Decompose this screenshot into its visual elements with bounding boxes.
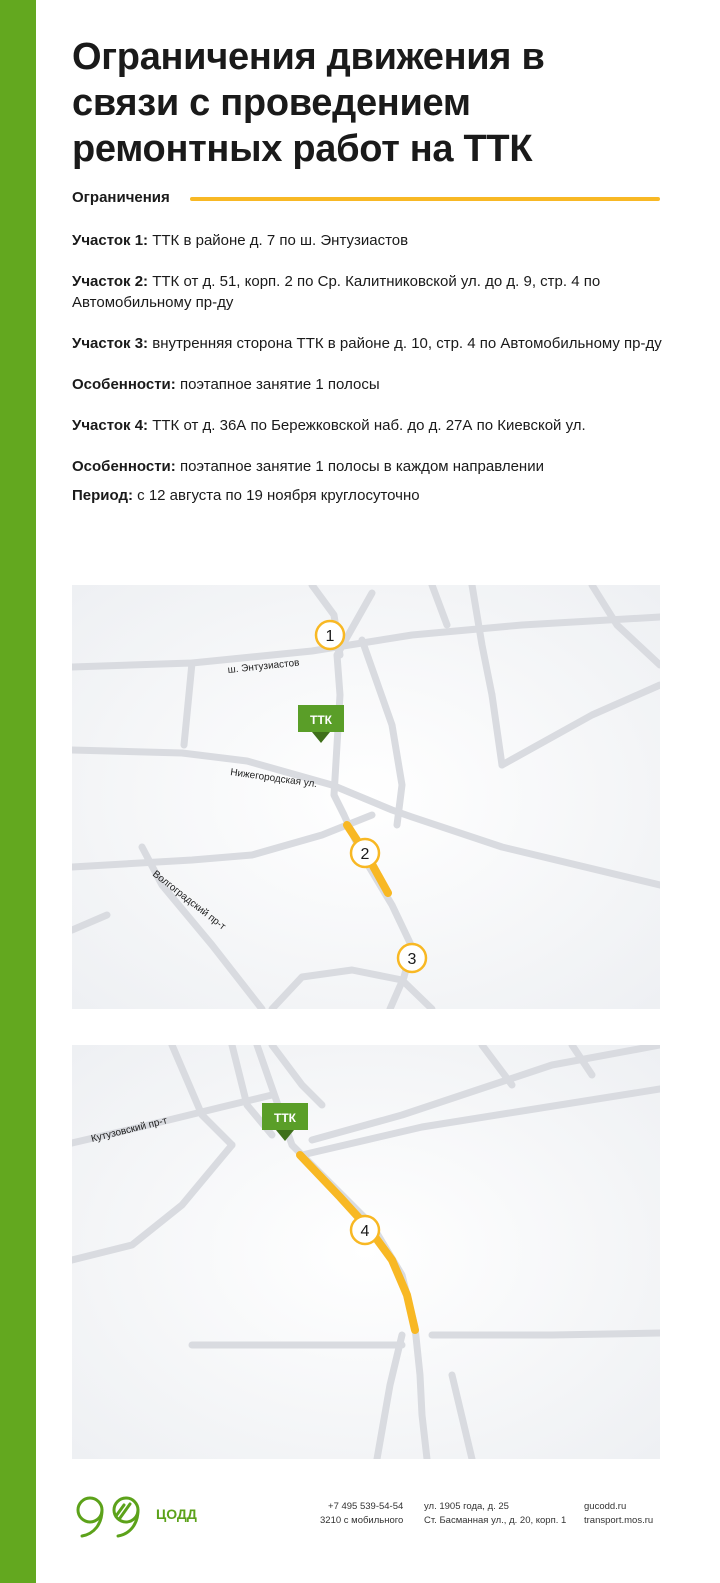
marker-1-label: 1 — [325, 628, 335, 645]
phone-main[interactable]: +7 495 539-54-54 — [328, 1501, 404, 1512]
item-key: Особенности: — [72, 376, 176, 393]
title-line-1: Ограничения движения в — [72, 36, 545, 78]
item-key: Участок 4: — [72, 417, 149, 434]
restrictions-list — [72, 230, 672, 526]
item-value: с 12 августа по 19 ноября круглосуточно — [133, 487, 420, 504]
phone-mobile: 3210 с мобильного — [320, 1515, 404, 1526]
list-item — [72, 230, 672, 251]
item-value: ТТК от д. 51, корп. 2 по Ср. Калитниковской ул. до д. 9, стр. 4 по Автомобильному пр-ду — [72, 273, 601, 311]
item-value: внутренняя сторона ТТК в районе д. 10, стр. 4 по Автомобильному пр-ду — [148, 335, 662, 352]
section-label: Ограничения — [72, 189, 170, 206]
item-value: поэтапное занятие 1 полосы — [175, 376, 380, 393]
left-accent-bar — [0, 0, 36, 1583]
item-key: Участок 1: — [72, 232, 149, 249]
list-item — [72, 333, 672, 354]
map-section-4 — [72, 1045, 660, 1459]
title-line-3: ремонтных работ на ТТК — [72, 128, 533, 170]
item-key: Участок 3: — [72, 335, 149, 352]
map-sections-1-3 — [72, 585, 660, 1009]
section-divider — [190, 197, 660, 201]
marker-2 — [351, 839, 379, 867]
marker-3 — [398, 944, 426, 972]
marker-1 — [316, 621, 344, 649]
ttk-label: ТТК — [274, 1111, 296, 1125]
street-label-kutuzovsky: Кутузовский пр-т — [90, 1115, 169, 1145]
footer — [72, 1490, 660, 1550]
item-key: Особенности: — [72, 458, 176, 475]
logo-text: ЦОДД — [156, 1506, 197, 1522]
list-item — [72, 456, 672, 477]
codd-logo-icon — [72, 1492, 152, 1540]
footer-phones — [320, 1500, 403, 1528]
marker-2-label: 2 — [360, 846, 370, 863]
address-2: Ст. Басманная ул., д. 20, корп. 1 — [424, 1515, 567, 1526]
street-label-entuziastov: ш. Энтузиастов — [227, 657, 300, 676]
footer-links — [584, 1500, 653, 1528]
page-title — [72, 34, 672, 172]
street-label-volgogradsky: Волгоградский пр-т — [150, 868, 228, 933]
marker-3-label: 3 — [407, 951, 417, 968]
list-item — [72, 415, 672, 436]
link-gucodd[interactable]: gucodd.ru — [584, 1501, 627, 1512]
address-1: ул. 1905 года, д. 25 — [424, 1501, 509, 1512]
ttk-label: ТТК — [310, 713, 332, 727]
title-line-2: связи с проведением — [72, 82, 471, 124]
item-key: Участок 2: — [72, 273, 149, 290]
marker-4 — [351, 1216, 379, 1244]
item-value: ТТК от д. 36А по Бережковской наб. до д. 27А по Киевской ул. — [148, 417, 586, 434]
list-item — [72, 485, 672, 506]
list-item — [72, 271, 672, 313]
footer-addresses — [424, 1500, 566, 1528]
item-key: Период: — [72, 487, 133, 504]
street-label-nizhegorodskaya: Нижегородская ул. — [229, 767, 318, 791]
list-item — [72, 374, 672, 395]
item-value: ТТК в районе д. 7 по ш. Энтузиастов — [148, 232, 409, 249]
item-value: поэтапное занятие 1 полосы в каждом направлении — [175, 458, 544, 475]
marker-4-label: 4 — [360, 1223, 370, 1240]
section-header — [72, 188, 660, 208]
link-transport[interactable]: transport.mos.ru — [584, 1515, 654, 1526]
